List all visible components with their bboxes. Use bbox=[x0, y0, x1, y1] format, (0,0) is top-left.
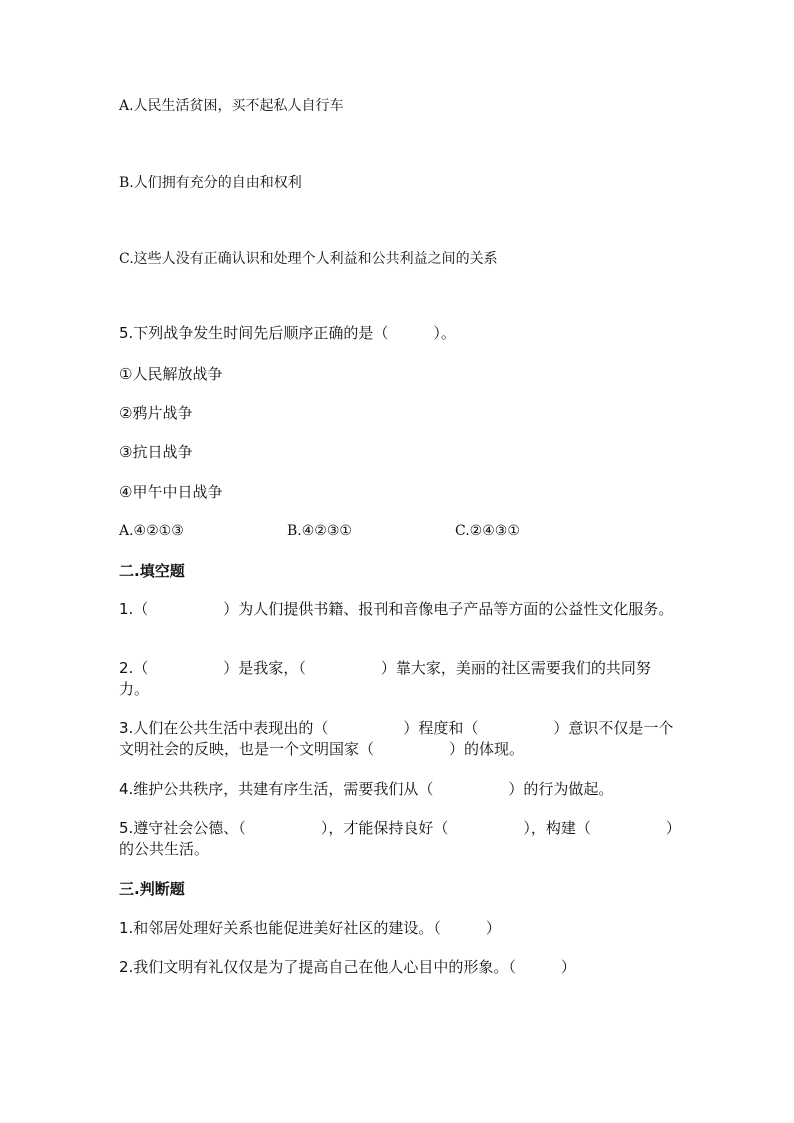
q5-option-b: B.④②③① bbox=[287, 523, 352, 539]
q4-option-a: A.人民生活贫困，买不起私人自行车 bbox=[119, 98, 344, 114]
q5-stem: 5.下列战争发生时间先后顺序正确的是（ ）。 bbox=[119, 324, 456, 342]
judge-question-1: 1.和邻居处理好关系也能促进美好社区的建设。（ ） bbox=[119, 919, 501, 937]
q4-option-c: C.这些人没有正确认识和处理个人利益和公共利益之间的关系 bbox=[119, 251, 498, 267]
q5-item-1: ①人民解放战争 bbox=[119, 365, 223, 383]
section-fill-blank-title: 二.填空题 bbox=[119, 562, 185, 580]
section-judge-title: 三.判断题 bbox=[119, 880, 185, 898]
fill-question-3: 3.人们在公共生活中表现出的（ ）程度和（ ）意识不仅是一个文明社会的反映，也是一个文明国家（ ）的体现。 bbox=[119, 719, 674, 758]
fill-question-2: 2.（ ）是我家，（ ）靠大家，美丽的社区需要我们的共同努力。 bbox=[119, 659, 651, 698]
q5-item-2: ②鸦片战争 bbox=[119, 404, 193, 422]
judge-question-2: 2.我们文明有礼仅仅是为了提高自己在他人心目中的形象。（ ） bbox=[119, 958, 576, 976]
q5-item-4: ④甲午中日战争 bbox=[119, 483, 223, 501]
q5-item-3: ③抗日战争 bbox=[119, 443, 193, 461]
q5-option-c: C.②④③① bbox=[455, 523, 520, 539]
fill-question-5: 5.遵守社会公德、（ ），才能保持良好（ ），构建（ ）的公共生活。 bbox=[119, 819, 674, 858]
fill-question-1: 1.（ ）为人们提供书籍、报刊和音像电子产品等方面的公益性文化服务。 bbox=[119, 600, 674, 618]
q4-option-b: B.人们拥有充分的自由和权利 bbox=[119, 175, 302, 191]
fill-question-4: 4.维护公共秩序，共建有序生活，需要我们从（ ）的行为做起。 bbox=[119, 780, 614, 798]
q5-option-a: A.④②①③ bbox=[119, 523, 184, 539]
